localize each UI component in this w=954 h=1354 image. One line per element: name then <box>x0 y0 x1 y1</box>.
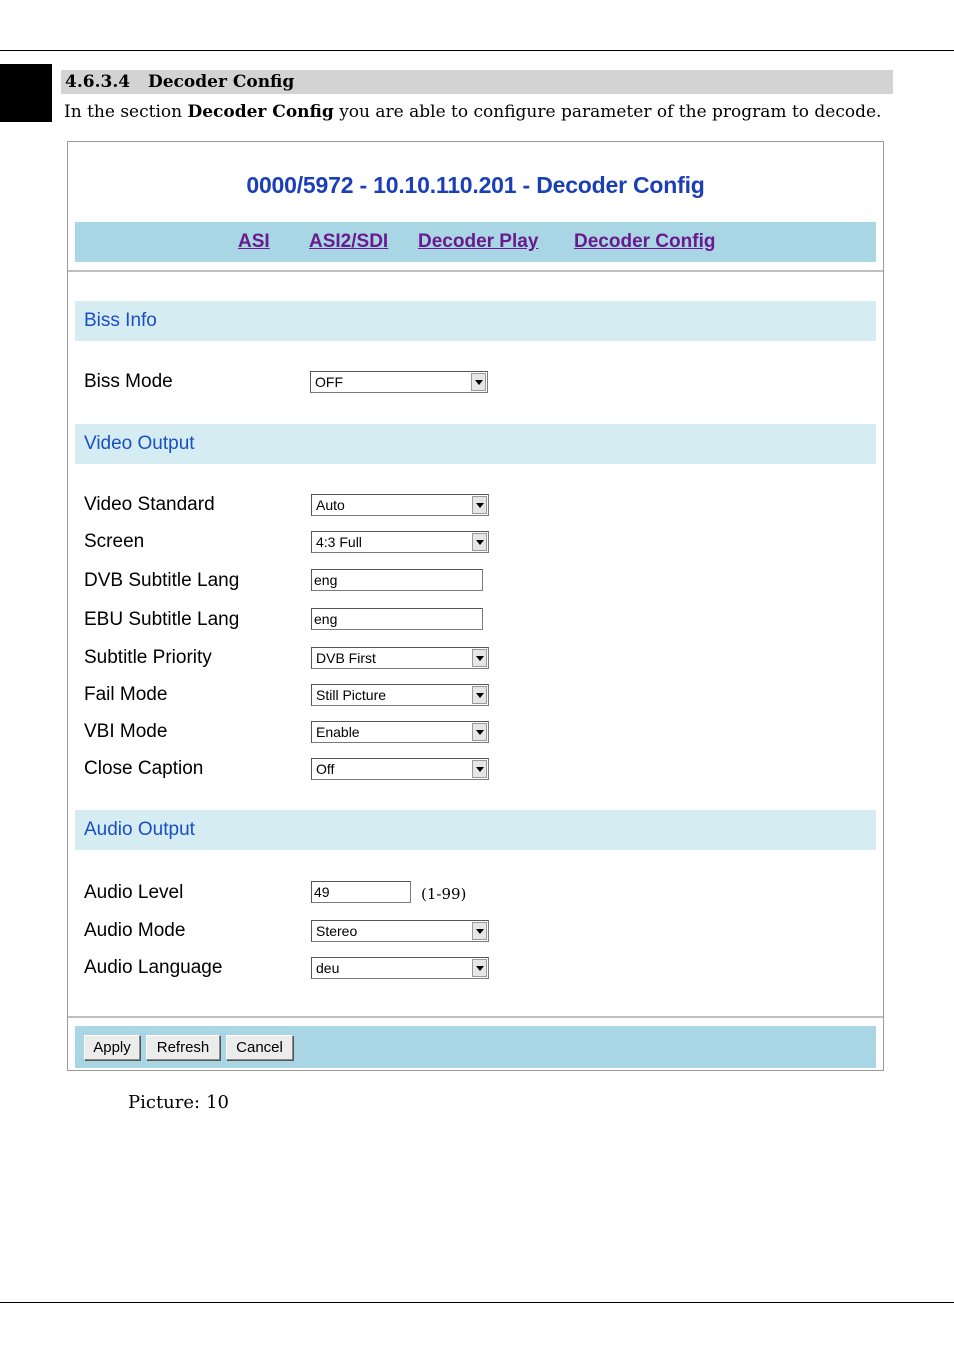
section-title: Decoder Config <box>148 72 295 92</box>
chevron-down-icon <box>472 649 487 667</box>
select-audio-mode-value: Stereo <box>316 923 358 939</box>
input-dvb-subtitle-lang[interactable]: eng <box>311 569 483 591</box>
select-audio-language-value: deu <box>316 960 340 976</box>
select-subtitle-priority[interactable] <box>311 647 489 669</box>
select-screen-value: 4:3 Full <box>316 534 362 550</box>
nav-link-decoder-config[interactable]: Decoder Config <box>574 231 716 252</box>
page-title: 0000/5972 - 10.10.110.201 - Decoder Config <box>246 172 705 198</box>
label-fail-mode: Fail Mode <box>84 684 168 705</box>
button-bar <box>75 1026 876 1068</box>
chevron-down-icon <box>472 533 487 551</box>
nav-divider <box>68 270 883 272</box>
select-biss-mode-value: OFF <box>315 374 343 390</box>
apply-button[interactable]: Apply <box>84 1035 140 1060</box>
group-header-audio-output: Audio Output <box>75 810 876 850</box>
screenshot-frame <box>67 141 884 1071</box>
chevron-down-icon <box>472 922 487 940</box>
chevron-down-icon <box>472 686 487 704</box>
chevron-down-icon <box>471 373 486 391</box>
nav-bar <box>75 222 876 262</box>
intro-text-end: you are able to configure parameter of the program to decode. <box>333 102 882 122</box>
section-number: 4.6.3.4 <box>65 72 131 92</box>
caption-label: Picture: <box>128 1092 201 1113</box>
chevron-down-icon <box>472 723 487 741</box>
caption-number: 10 <box>206 1092 230 1113</box>
label-close-caption: Close Caption <box>84 758 204 779</box>
intro-text-start: In the section <box>64 102 188 122</box>
select-subtitle-priority-value: DVB First <box>316 650 376 666</box>
page-top-rule <box>0 50 954 51</box>
label-dvb-subtitle-lang: DVB Subtitle Lang <box>84 570 240 591</box>
label-video-standard: Video Standard <box>84 494 215 515</box>
section-heading <box>61 70 893 94</box>
chevron-down-icon <box>472 959 487 977</box>
select-close-caption-value: Off <box>316 761 335 777</box>
chevron-down-icon <box>472 760 487 778</box>
label-audio-mode: Audio Mode <box>84 920 186 941</box>
chevron-down-icon <box>472 496 487 514</box>
label-audio-language: Audio Language <box>84 957 223 978</box>
label-subtitle-priority: Subtitle Priority <box>84 647 212 668</box>
select-audio-mode[interactable] <box>311 920 489 942</box>
select-video-standard-value: Auto <box>316 497 345 513</box>
intro-text-bold: Decoder Config <box>187 102 334 122</box>
select-vbi-mode-value: Enable <box>316 724 360 740</box>
select-audio-language[interactable] <box>311 957 489 979</box>
select-video-standard[interactable] <box>311 494 489 516</box>
form-divider <box>68 1016 883 1018</box>
section-intro <box>64 100 924 124</box>
label-audio-level: Audio Level <box>84 882 184 903</box>
label-biss-mode: Biss Mode <box>84 371 173 392</box>
group-header-biss-info: Biss Info <box>75 301 876 341</box>
select-screen[interactable] <box>311 531 489 553</box>
select-fail-mode[interactable] <box>311 684 489 706</box>
input-ebu-subtitle-lang[interactable]: eng <box>311 608 483 630</box>
chapter-tab-marker <box>0 64 52 122</box>
select-close-caption[interactable] <box>311 758 489 780</box>
label-ebu-subtitle-lang: EBU Subtitle Lang <box>84 609 240 630</box>
select-fail-mode-value: Still Picture <box>316 687 387 703</box>
label-screen: Screen <box>84 531 145 552</box>
audio-level-range: (1-99) <box>421 885 467 903</box>
figure-caption <box>128 1092 229 1113</box>
nav-link-asi2-sdi[interactable]: ASI2/SDI <box>309 231 389 252</box>
input-audio-level[interactable]: 49 <box>311 881 411 903</box>
page-bottom-rule <box>0 1302 954 1303</box>
select-biss-mode[interactable] <box>310 371 488 393</box>
nav-link-decoder-play[interactable]: Decoder Play <box>418 231 539 252</box>
select-vbi-mode[interactable] <box>311 721 489 743</box>
cancel-button[interactable]: Cancel <box>226 1035 293 1060</box>
group-header-video-output: Video Output <box>75 424 876 464</box>
label-vbi-mode: VBI Mode <box>84 721 168 742</box>
refresh-button[interactable]: Refresh <box>146 1035 220 1060</box>
nav-link-asi[interactable]: ASI <box>238 231 270 252</box>
